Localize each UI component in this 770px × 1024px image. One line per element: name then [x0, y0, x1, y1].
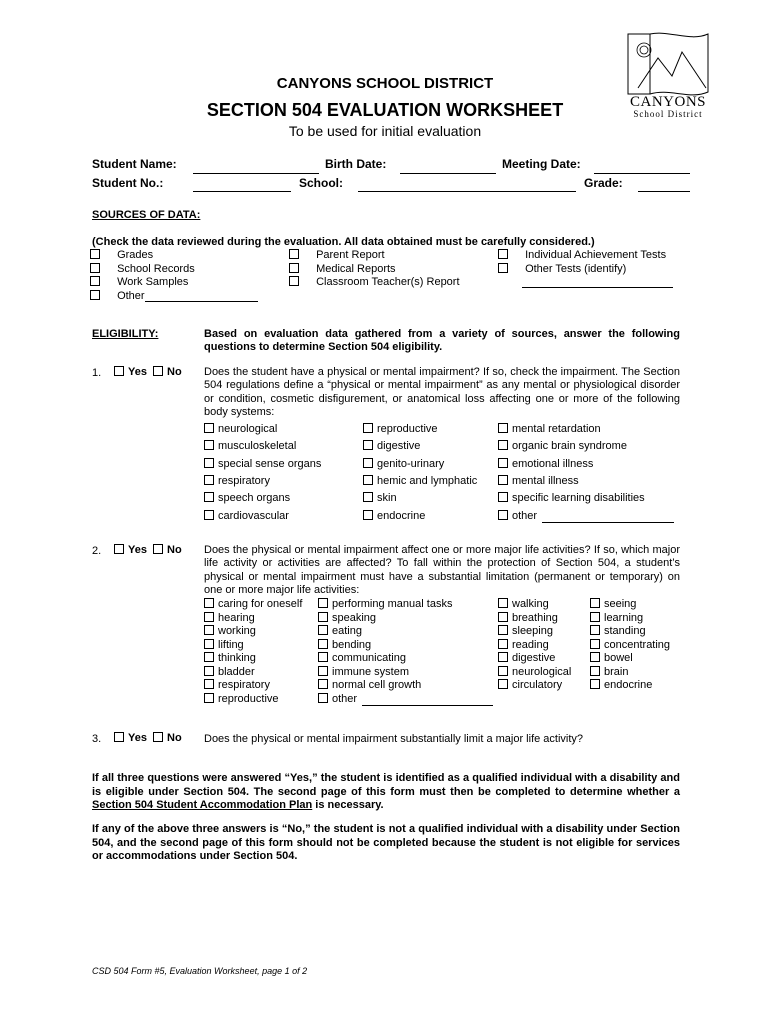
q2-activity-option-label: bowel — [604, 652, 633, 664]
q1-no[interactable]: No — [153, 366, 182, 378]
q1-impairment-option[interactable] — [204, 492, 290, 504]
q1-impairment-option[interactable] — [204, 440, 296, 452]
q2-activity-option-label: circulatory — [512, 679, 563, 691]
q2-activity-checkbox[interactable] — [498, 679, 508, 689]
q1-impairment-checkbox[interactable] — [363, 492, 373, 502]
q1-impairment-checkbox[interactable] — [363, 475, 373, 485]
q2-text: Does the physical or mental impairment affect one or more major life activities? If so, which major life activity or activities are affected? To fall within the protection of Section 504, a student’s physical or mental impairment must have a substantial limitation (permanent or temporary) on one or more major life activities: — [204, 544, 680, 596]
logo-name: CANYONS — [629, 94, 706, 110]
q1-impairment-checkbox[interactable] — [204, 423, 214, 433]
q2-activity-option[interactable] — [204, 666, 255, 678]
q2-activity-option[interactable] — [204, 652, 256, 664]
q1-impairment-option[interactable] — [363, 423, 438, 435]
source-school-records[interactable]: School Records — [90, 263, 195, 275]
birth-date-field[interactable] — [400, 173, 496, 174]
q2-activity-checkbox[interactable] — [204, 625, 214, 635]
page-title: SECTION 504 EVALUATION WORKSHEET — [206, 100, 564, 120]
q2-activity-option-label: thinking — [218, 652, 256, 664]
q1-impairment-option-label: specific learning disabilities — [512, 492, 645, 505]
q2-activity-option-label: speaking — [332, 611, 377, 624]
q1-impairment-checkbox[interactable] — [498, 458, 508, 468]
q2-activity-option-label: concentrating — [604, 638, 671, 651]
q2-activity-option-label: digestive — [512, 652, 556, 664]
q2-activity-option[interactable] — [498, 612, 558, 624]
student-name-field[interactable] — [193, 173, 319, 174]
q2-activity-option[interactable] — [318, 625, 362, 637]
meeting-date-field[interactable] — [594, 173, 690, 174]
q1-impairment-option-label: hemic and lymphatic — [377, 474, 478, 487]
source-medical-reports[interactable]: Medical Reports — [289, 263, 396, 275]
q1-impairment-checkbox[interactable] — [204, 440, 214, 450]
conclusion-yes-paragraph: If all three questions were answered “Yes,” the student is identified as a qualified individual with a disability and is eligible under Section 504. The second page of this form must then be completed to determine whether a Section 504 Student Accommodation Plan is necessary. — [92, 772, 680, 811]
q2-activity-checkbox[interactable] — [318, 679, 328, 689]
q1-impairment-option[interactable] — [204, 423, 277, 435]
q1-number: 1. — [92, 367, 102, 379]
q2-activity-option[interactable] — [590, 679, 652, 691]
source-other[interactable]: Other — [90, 290, 145, 302]
q1-impairment-option-label: special sense organs — [218, 457, 322, 470]
q1-impairment-option-label: respiratory — [218, 474, 270, 487]
q2-activity-option[interactable] — [318, 679, 421, 691]
teacher-report-checkbox[interactable] — [289, 276, 299, 286]
q2-activity-option-label: sleeping — [512, 625, 553, 637]
q2-activity-option[interactable] — [590, 598, 636, 610]
q2-activity-option-label: brain — [604, 665, 629, 678]
q1-impairment-option[interactable] — [363, 475, 477, 487]
logo-subname: School District — [633, 109, 703, 119]
q2-activity-other-field[interactable] — [362, 705, 493, 706]
q2-activity-option-label: neurological — [512, 665, 572, 678]
eligibility-heading: ELIGIBILITY: — [92, 328, 159, 340]
q2-yes-checkbox[interactable] — [114, 544, 124, 554]
q2-activity-option-label: performing manual tasks — [332, 598, 453, 610]
q2-activity-option-label: reading — [512, 638, 549, 651]
q2-activity-option-label: seeing — [604, 598, 637, 610]
q2-activity-option-label: normal cell growth — [332, 679, 422, 691]
page-subtitle: To be used for initial evaluation — [288, 123, 482, 139]
q1-impairment-option-label: cardiovascular — [218, 509, 289, 522]
q1-impairment-option[interactable] — [498, 510, 537, 522]
q2-activity-option[interactable] — [498, 639, 549, 651]
q2-activity-checkbox[interactable] — [204, 666, 214, 676]
q1-impairment-checkbox[interactable] — [498, 475, 508, 485]
q1-yes-checkbox[interactable] — [114, 366, 124, 376]
q2-activity-checkbox[interactable] — [498, 652, 508, 662]
q2-activity-option[interactable] — [318, 639, 371, 651]
q3-no[interactable]: No — [153, 732, 182, 744]
q1-impairment-option[interactable] — [498, 492, 645, 504]
q2-activity-option[interactable] — [204, 598, 302, 610]
q1-impairment-other-field[interactable] — [542, 522, 674, 523]
q2-activity-option[interactable] — [204, 693, 279, 705]
q1-impairment-option[interactable] — [204, 458, 321, 470]
q2-activity-checkbox[interactable] — [318, 652, 328, 662]
q2-activity-checkbox[interactable] — [590, 639, 600, 649]
q2-activity-option-label: working — [218, 625, 256, 637]
q2-activity-option[interactable] — [590, 639, 670, 651]
parent-report-checkbox[interactable] — [289, 249, 299, 259]
q2-no[interactable]: No — [153, 544, 182, 556]
q2-activity-option[interactable] — [498, 598, 549, 610]
q2-activity-checkbox[interactable] — [498, 612, 508, 622]
q2-no-checkbox[interactable] — [153, 544, 163, 554]
q3-no-checkbox[interactable] — [153, 732, 163, 742]
q2-activity-option[interactable] — [590, 666, 628, 678]
q2-activity-option[interactable] — [204, 679, 270, 691]
q2-activity-option[interactable] — [590, 612, 643, 624]
q2-activity-checkbox[interactable] — [318, 625, 328, 635]
student-no-field[interactable] — [193, 191, 291, 192]
q2-activity-option[interactable] — [204, 639, 244, 651]
q1-impairment-checkbox[interactable] — [204, 458, 214, 468]
q1-impairment-checkbox[interactable] — [363, 440, 373, 450]
q1-text: Does the student have a physical or mental impairment? If so, check the impairment. The Section 504 regulations define a “physical or mental impairment” as any mental or physiological disorder or condition, cosmetic disfigurement, or anatomical loss affecting one or more of the following body systems: — [204, 366, 680, 418]
q2-activity-checkbox[interactable] — [318, 612, 328, 622]
q2-activity-checkbox[interactable] — [318, 666, 328, 676]
q2-activity-option-label: reproductive — [218, 692, 279, 705]
source-work-samples[interactable]: Work Samples — [90, 276, 188, 288]
q2-activity-option-label: standing — [604, 625, 646, 637]
q3-text: Does the physical or mental impairment substantially limit a major life activity? — [204, 733, 584, 745]
sources-instruction: (Check the data reviewed during the evaluation. All data obtained must be carefully considered.) — [92, 236, 595, 248]
q2-activity-checkbox[interactable] — [498, 666, 508, 676]
q2-activity-option[interactable] — [318, 598, 452, 610]
q3-yes[interactable]: Yes — [114, 732, 147, 744]
q2-activity-option[interactable] — [318, 652, 406, 664]
q1-impairment-checkbox[interactable] — [363, 423, 373, 433]
sources-heading: SOURCES OF DATA: — [92, 209, 201, 221]
q2-activity-option[interactable] — [498, 652, 555, 664]
q1-impairment-checkbox[interactable] — [204, 475, 214, 485]
grade-field[interactable] — [638, 191, 690, 192]
q2-activity-option[interactable] — [590, 652, 633, 664]
school-label: School: — [299, 176, 343, 190]
q2-activity-option-label: bladder — [218, 665, 255, 678]
student-name-label: Student Name: — [92, 157, 177, 171]
q2-activity-checkbox[interactable] — [204, 598, 214, 608]
source-parent-report[interactable]: Parent Report — [289, 249, 385, 261]
other-tests-checkbox[interactable] — [498, 263, 508, 273]
q1-impairment-option[interactable] — [498, 423, 601, 435]
q2-activity-option-label: caring for oneself — [218, 598, 303, 610]
q1-impairment-option[interactable] — [204, 475, 270, 487]
q2-activity-checkbox[interactable] — [498, 625, 508, 635]
q1-impairment-checkbox[interactable] — [498, 440, 508, 450]
meeting-date-label: Meeting Date: — [502, 157, 581, 171]
q1-impairment-option[interactable] — [363, 492, 397, 504]
q1-impairment-option[interactable] — [363, 458, 444, 470]
q3-yes-checkbox[interactable] — [114, 732, 124, 742]
q1-impairment-option[interactable] — [204, 510, 289, 522]
q1-impairment-option-label: digestive — [377, 440, 421, 453]
source-achievement-tests[interactable]: Individual Achievement Tests — [498, 249, 666, 261]
q1-impairment-checkbox[interactable] — [204, 492, 214, 502]
q2-activity-option-label: immune system — [332, 665, 410, 678]
q2-activity-checkbox[interactable] — [204, 679, 214, 689]
q2-activity-option[interactable] — [590, 625, 646, 637]
q2-activity-option[interactable] — [204, 612, 255, 624]
q2-activity-option[interactable] — [318, 612, 376, 624]
q1-impairment-checkbox[interactable] — [204, 510, 214, 520]
student-no-label: Student No.: — [92, 176, 164, 190]
q2-activity-option-label: breathing — [512, 611, 558, 624]
q1-no-checkbox[interactable] — [153, 366, 163, 376]
q2-activity-option[interactable] — [318, 693, 357, 705]
grades-checkbox[interactable] — [90, 249, 100, 259]
q1-impairment-option-label: reproductive — [377, 423, 438, 435]
q1-impairment-checkbox[interactable] — [363, 510, 373, 520]
q1-impairment-checkbox[interactable] — [498, 510, 508, 520]
achievement-tests-checkbox[interactable] — [498, 249, 508, 259]
work-samples-checkbox[interactable] — [90, 276, 100, 286]
q2-activity-option-label: lifting — [218, 638, 244, 651]
source-grades[interactable]: Grades — [90, 249, 153, 261]
conclusion-no-paragraph: If any of the above three answers is “No,” the student is not a qualified individual with a disability under Section 504, and the second page of this form should not be completed because the student is not eligible for services or accommodations under Section 504. — [92, 823, 680, 862]
q1-impairment-option-label: skin — [377, 492, 397, 505]
q1-impairment-option-label: other — [512, 509, 538, 522]
q2-activity-option[interactable] — [498, 625, 553, 637]
q1-impairment-option-label: speech organs — [218, 492, 291, 505]
q2-activity-option-label: bending — [332, 638, 372, 651]
q2-activity-checkbox[interactable] — [318, 639, 328, 649]
q2-activity-option[interactable] — [498, 679, 562, 691]
q2-activity-checkbox[interactable] — [204, 693, 214, 703]
q1-impairment-option-label: genito-urinary — [377, 457, 445, 470]
q2-activity-option[interactable] — [204, 625, 256, 637]
q2-activity-checkbox[interactable] — [590, 666, 600, 676]
q2-activity-option-label: walking — [512, 598, 549, 610]
q2-activity-checkbox[interactable] — [590, 679, 600, 689]
q2-activity-option-label: hearing — [218, 611, 255, 624]
q2-activity-option[interactable] — [318, 666, 409, 678]
q2-activity-option-label: learning — [604, 611, 644, 624]
q1-impairment-option-label: mental illness — [512, 474, 579, 487]
birth-date-label: Birth Date: — [325, 157, 387, 171]
q2-activity-option-label: other — [332, 692, 358, 705]
medical-reports-checkbox[interactable] — [289, 263, 299, 273]
q1-impairment-option[interactable] — [498, 475, 579, 487]
q2-activity-option-label: communicating — [332, 652, 406, 664]
q1-impairment-option-label: organic brain syndrome — [512, 440, 627, 453]
q1-impairment-option-label: musculoskeletal — [218, 440, 297, 453]
q1-impairment-checkbox[interactable] — [498, 492, 508, 502]
eligibility-intro: Based on evaluation data gathered from a variety of sources, answer the following questions to determine Section 504 eligibility. — [204, 328, 680, 353]
q1-impairment-checkbox[interactable] — [363, 458, 373, 468]
q3-number: 3. — [92, 733, 102, 745]
school-field[interactable] — [358, 191, 576, 192]
source-other-tests[interactable]: Other Tests (identify) — [498, 263, 626, 275]
q2-activity-option[interactable] — [498, 666, 571, 678]
source-teacher-report[interactable]: Classroom Teacher(s) Report — [289, 276, 460, 288]
q1-impairment-option-label: emotional illness — [512, 457, 594, 470]
page-footer: CSD 504 Form #5, Evaluation Worksheet, page 1 of 2 — [92, 966, 308, 976]
other-source-field[interactable] — [145, 301, 258, 302]
q1-impairment-option-label: endocrine — [377, 509, 426, 522]
q1-impairment-option[interactable] — [363, 510, 425, 522]
q2-activity-option-label: respiratory — [218, 679, 270, 691]
q1-impairment-option[interactable] — [498, 440, 627, 452]
grade-label: Grade: — [584, 176, 623, 190]
q2-yes[interactable]: Yes — [114, 544, 147, 556]
school-records-checkbox[interactable] — [90, 263, 100, 273]
q2-activity-checkbox[interactable] — [318, 693, 328, 703]
q2-activity-checkbox[interactable] — [204, 639, 214, 649]
district-title: CANYONS SCHOOL DISTRICT — [276, 75, 494, 92]
q1-impairment-option[interactable] — [363, 440, 420, 452]
q1-impairment-option-label: mental retardation — [512, 423, 601, 435]
q2-activity-checkbox[interactable] — [590, 652, 600, 662]
q2-activity-checkbox[interactable] — [204, 612, 214, 622]
q2-activity-option-label: eating — [332, 625, 362, 637]
accommodation-plan-link: Section 504 Student Accommodation Plan — [92, 799, 313, 811]
q2-activity-checkbox[interactable] — [498, 639, 508, 649]
other-tests-field[interactable] — [522, 287, 673, 288]
q2-activity-checkbox[interactable] — [498, 598, 508, 608]
q2-activity-checkbox[interactable] — [204, 652, 214, 662]
q2-activity-checkbox[interactable] — [590, 612, 600, 622]
q2-activity-option-label: endocrine — [604, 679, 653, 691]
q2-activity-checkbox[interactable] — [590, 625, 600, 635]
q1-yes[interactable]: Yes — [114, 366, 147, 378]
q2-number: 2. — [92, 545, 102, 557]
q1-impairment-option[interactable] — [498, 458, 593, 470]
q1-impairment-checkbox[interactable] — [498, 423, 508, 433]
other-source-checkbox[interactable] — [90, 290, 100, 300]
q2-activity-checkbox[interactable] — [590, 598, 600, 608]
q1-impairment-option-label: neurological — [218, 423, 278, 435]
q2-activity-checkbox[interactable] — [318, 598, 328, 608]
